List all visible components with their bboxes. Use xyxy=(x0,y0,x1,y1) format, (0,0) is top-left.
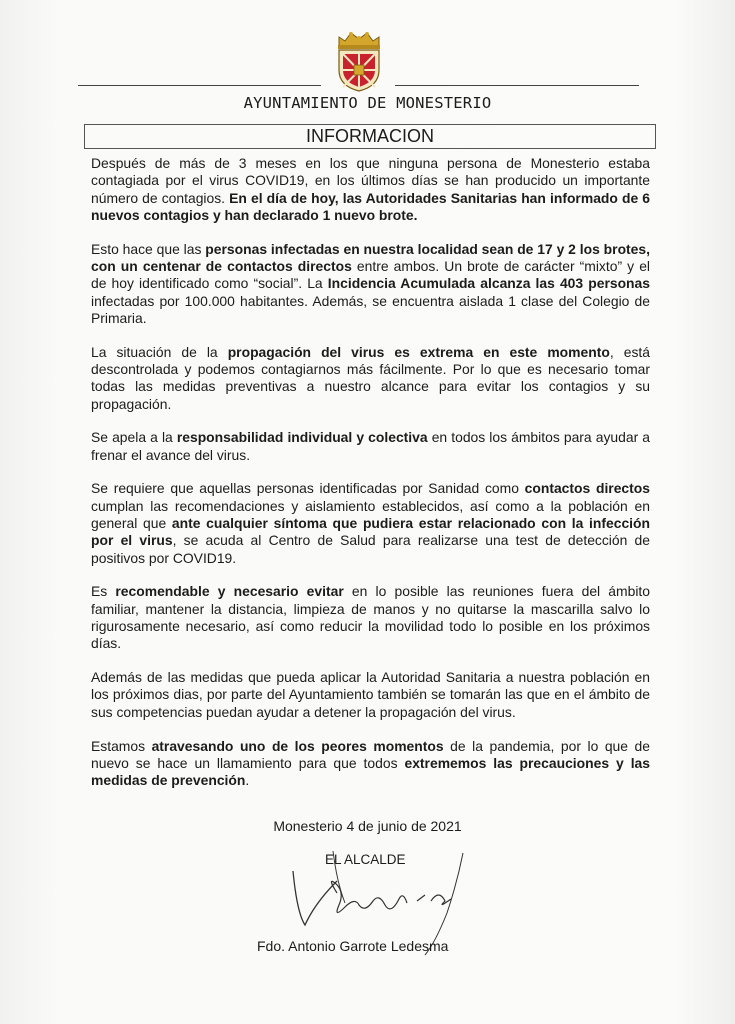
information-banner: INFORMACION xyxy=(84,124,656,149)
text-run: en todos los ámbitos para ayudar a frenar el avance del virus. xyxy=(91,429,651,463)
bold-text: ante cualquier síntoma que pudiera estar relacionado con la infección por el virus xyxy=(91,515,650,549)
signer-role: EL ALCALDE xyxy=(325,852,406,867)
header-rule-right xyxy=(395,85,639,86)
paragraph xyxy=(91,344,650,413)
text-run: . xyxy=(245,772,250,789)
bold-text: recomendable y necesario evitar xyxy=(115,583,344,600)
text-run: Después de más de 3 meses en los que ninguna persona de Monesterio estaba contagiada por el virus COVID19, en los últimos días se han producido un importante número de contagios. xyxy=(91,155,650,206)
text-run: cumplan las recomendaciones y aislamiento establecidos, así como a la población en general que xyxy=(91,497,650,532)
text-run: Esto hace que las xyxy=(91,240,206,257)
header-rule-left xyxy=(78,85,321,86)
paragraph xyxy=(91,241,650,327)
paragraph xyxy=(91,738,650,790)
paragraph xyxy=(91,155,650,224)
bold-text: contactos directos xyxy=(524,480,650,497)
bold-text: Incidencia Acumulada alcanza las 403 personas xyxy=(327,275,650,292)
text-run: Se apela a la xyxy=(91,429,177,446)
text-run: Es xyxy=(91,583,116,600)
text-run: entre ambos. Un brote de carácter “mixto” y el de hoy identificado como “social”. La xyxy=(91,257,651,292)
bold-text: responsabilidad individual y colectiva xyxy=(176,429,428,446)
text-run: Se requiere que aquellas personas identificadas por Sanidad como xyxy=(91,480,525,497)
bold-text: personas infectadas en nuestra localidad sean de 17 y 2 los brotes, con un centenar de contactos directos xyxy=(91,240,650,274)
text-run: Además de las medidas que pueda aplicar la Autoridad Sanitaria a nuestra población en los próximos dias, por parte del Ayuntamiento también se tomarán las que en el ámbito de sus competencias puedan ayudar a detener la propagación del virus. xyxy=(91,669,650,720)
signed-by-name: Fdo. Antonio Garrote Ledesma xyxy=(257,938,449,954)
paragraph xyxy=(91,669,650,721)
text-run: La situación de la xyxy=(91,343,228,360)
text-run: , se acuda al Centro de Salud para realizarse una test de detección de positivos por COVID19. xyxy=(91,532,650,566)
notice-body xyxy=(91,155,650,806)
text-run: infectadas por 100.000 habitantes. Además, se encuentra aislada 1 clase del Colegio de Primaria. xyxy=(91,292,650,326)
bold-text: propagación del virus es extrema en este momento xyxy=(227,343,610,360)
organization-title: AYUNTAMIENTO DE MONESTERIO xyxy=(243,94,492,112)
paragraph xyxy=(91,480,650,566)
text-run: , está descontrolada y podemos contagiarnos más fácilmente. Por lo que es necesario tomar todas las medidas preventivas a nuestro alcance para evitar los contagios y su propagación. xyxy=(91,343,650,412)
coat-of-arms-icon xyxy=(333,30,385,92)
place-and-date: Monesterio 4 de junio de 2021 xyxy=(273,818,462,834)
text-run: de la pandemia, por lo que de nuevo se hace un llamamiento para que todos xyxy=(91,737,650,771)
text-run: en lo posible las reuniones fuera del ámbito familiar, mantener la distancia, limpieza de manos y no quitarse la mascarilla salvo lo rigurosamente necesario, así como reducir la movilidad todo lo posible en los próximos días. xyxy=(91,583,651,652)
paragraph xyxy=(91,583,650,652)
paragraph xyxy=(91,429,650,464)
bold-text: atravesando uno de los peores momentos xyxy=(151,737,444,754)
text-run: Estamos xyxy=(91,737,152,754)
bold-text: extrememos las precauciones y las medidas de prevención xyxy=(91,754,651,789)
bold-text: En el día de hoy, las Autoridades Sanitarias han informado de 6 nuevos contagios y han declarado 1 nuevo brote. xyxy=(91,189,650,223)
